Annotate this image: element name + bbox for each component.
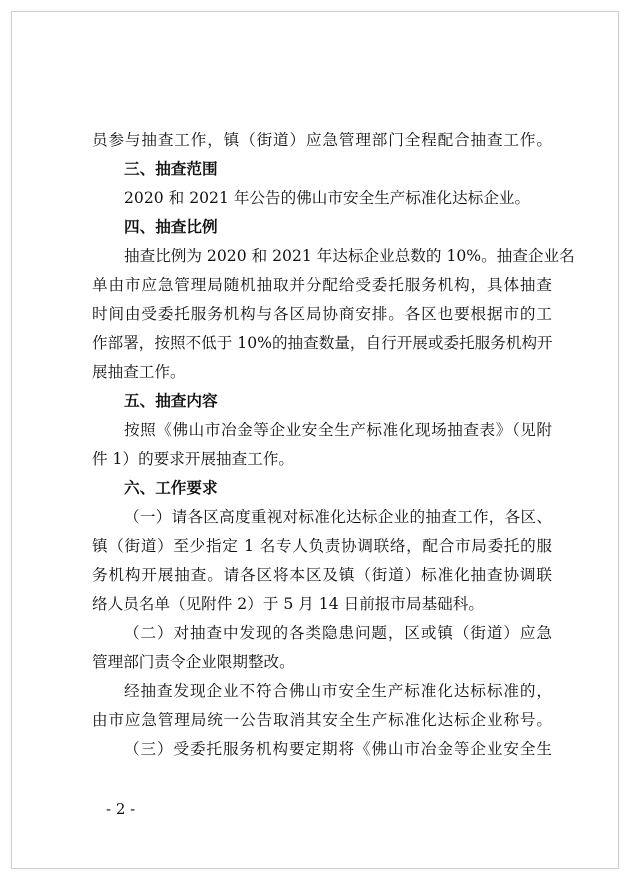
paragraph-line: 2020 和 2021 年公告的佛山市安全生产标准化达标企业。: [124, 189, 531, 207]
paragraph-line: 作部署，按照不低于 10%的抽查数量，自行开展或委托服务机构开: [92, 334, 553, 352]
paragraph-line: （三）受委托服务机构要定期将《佛山市冶金等企业安全生: [124, 740, 552, 758]
paragraph-line: （一）请各区高度重视对标准化达标企业的抽查工作，各区、: [124, 508, 552, 526]
paragraph-line: 务机构开展抽查。请各区将本区及镇（街道）标准化抽查协调联: [92, 566, 552, 584]
paragraph-line: 管理部门责令企业限期整改。: [92, 653, 295, 671]
paragraph-line: 时间由受委托服务机构与各区局协商安排。各区也要根据市的工: [92, 305, 552, 323]
paragraph-line: 单由市应急管理局随机抽取并分配给受委托服务机构，具体抽查: [92, 276, 552, 294]
section-heading-requirements: 六、工作要求: [124, 479, 218, 497]
paragraph-line: 镇（街道）至少指定 1 名专人负责协调联络，配合市局委托的服: [92, 537, 552, 555]
paragraph-line: 按照《佛山市冶金等企业安全生产标准化现场抽查表》（见附: [124, 421, 552, 439]
paragraph-line: 员参与抽查工作，镇（街道）应急管理部门全程配合抽查工作。: [92, 131, 552, 149]
paragraph-line: 经抽查发现企业不符合佛山市安全生产标准化达标标准的，: [124, 682, 552, 700]
document-page: [11, 11, 619, 869]
page-number: - 2 -: [106, 800, 136, 818]
document-body: [92, 126, 575, 764]
paragraph-line: 件 1）的要求开展抽查工作。: [92, 450, 295, 468]
paragraph-line: 由市应急管理局统一公告取消其安全生产标准化达标企业称号。: [92, 711, 552, 729]
section-heading-scope: 三、抽查范围: [124, 160, 218, 178]
paragraph-line: 展抽查工作。: [92, 363, 186, 381]
section-heading-content: 五、抽查内容: [124, 392, 218, 410]
paragraph-line: （二）对抽查中发现的各类隐患问题，区或镇（街道）应急: [124, 624, 552, 642]
paragraph-line: 络人员名单（见附件 2）于 5 月 14 日前报市局基础科。: [92, 595, 484, 613]
paragraph-line: 抽查比例为 2020 和 2021 年达标企业总数的 10%。抽查企业名: [124, 247, 575, 265]
section-heading-ratio: 四、抽查比例: [124, 218, 218, 236]
